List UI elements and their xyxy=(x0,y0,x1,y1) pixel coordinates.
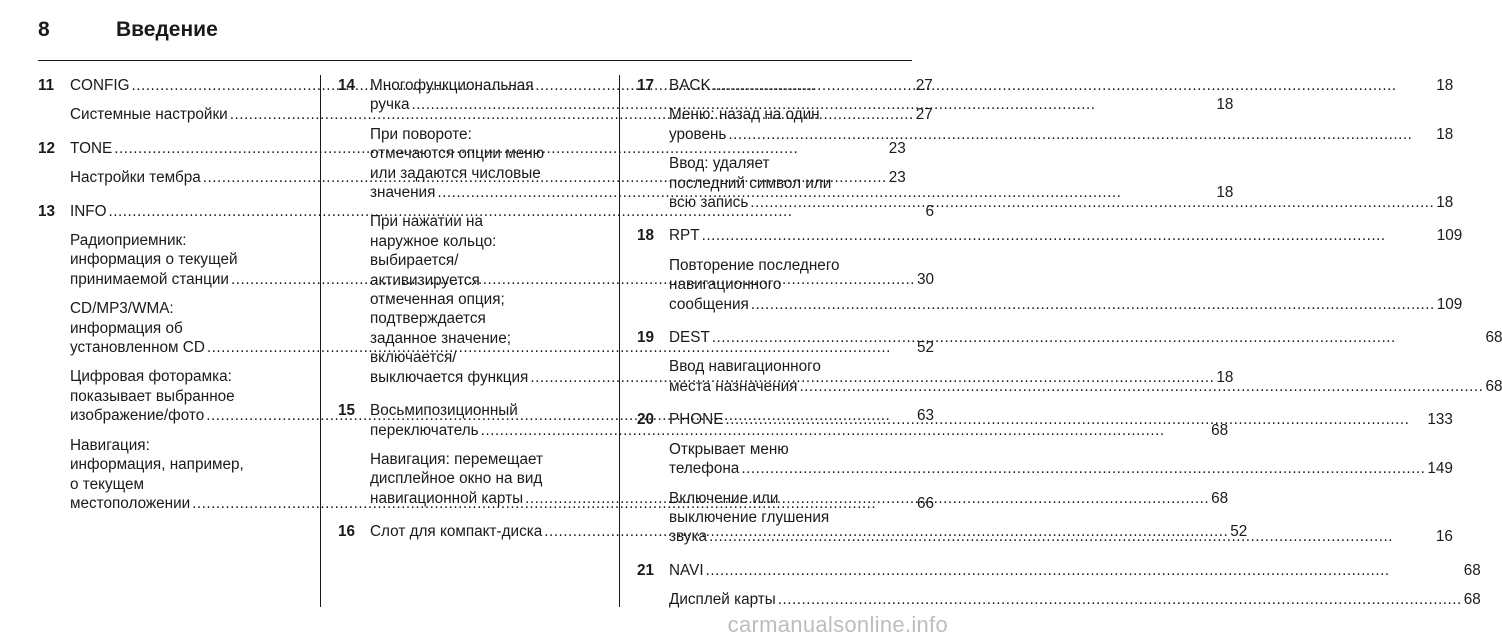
page-reference: 18 xyxy=(1436,194,1454,212)
entry-text: Дисплей карты xyxy=(669,591,776,609)
entry-number: 19 xyxy=(637,329,655,347)
entry-text-line: При повороте: xyxy=(370,125,472,143)
dot-leader xyxy=(739,459,1427,478)
entry-text-line: выключение глушения xyxy=(669,508,830,526)
entry-text-line: CD/MP3/WMA: xyxy=(70,300,174,318)
entry-item xyxy=(669,410,1453,429)
entry-text: NAVI xyxy=(669,561,704,579)
entry-text-line: Ввод навигационного xyxy=(669,358,821,376)
entry-text: принимаемой станции xyxy=(70,270,229,288)
entry-text-line: выбирается/ xyxy=(370,252,459,270)
entry-text-line: заданное значение; xyxy=(370,329,511,347)
entry-body xyxy=(669,328,1502,396)
entry-text-line: включается/ xyxy=(370,349,457,367)
entry-number: 20 xyxy=(637,411,655,429)
entry-text-line: Открывает меню xyxy=(669,440,789,458)
entry-text: выключается функция xyxy=(370,368,529,386)
page-reference: 27 xyxy=(915,77,933,94)
entry-text: уровень xyxy=(669,125,727,143)
entry-reference-line xyxy=(669,125,1453,144)
entry-item xyxy=(669,154,1453,212)
entry-number: 15 xyxy=(338,402,356,420)
page-reference: 18 xyxy=(1216,184,1234,202)
entry-text: сообщения xyxy=(669,295,749,313)
entry-text-line: информация, например, xyxy=(70,456,244,474)
page-reference: 149 xyxy=(1427,460,1453,478)
page-header xyxy=(38,18,218,48)
entry-reference-line xyxy=(669,410,1453,429)
entry-text-line: Меню: назад на один xyxy=(669,106,820,124)
dot-leader xyxy=(711,76,1437,95)
entry-text-line: последний символ или xyxy=(669,174,832,192)
entry-number: 12 xyxy=(38,139,56,157)
entry-text-line: информация об xyxy=(70,319,183,337)
page-reference: 18 xyxy=(1216,96,1234,114)
page-number: 8 xyxy=(38,18,50,41)
dot-leader xyxy=(707,527,1436,546)
entry-item xyxy=(669,489,1453,547)
entry-text: изображение/фото xyxy=(70,407,205,425)
entry-item xyxy=(669,440,1453,479)
entry-item xyxy=(669,105,1453,144)
entry-reference-line xyxy=(669,76,1453,95)
dot-leader xyxy=(749,295,1437,314)
entry-text: ручка xyxy=(370,96,410,114)
header-rule xyxy=(38,60,912,61)
entry-text: переключатель xyxy=(370,421,479,439)
entry-text-line: отмеченная опция; xyxy=(370,291,505,309)
entry-text-line: При нажатии на xyxy=(370,213,483,231)
entry-reference-line xyxy=(669,459,1453,478)
page-reference: 133 xyxy=(1427,411,1453,429)
entry-text: DEST xyxy=(669,329,710,347)
entry-text-line: Многофункциональная xyxy=(370,77,534,94)
entry-text: INFO xyxy=(70,202,107,220)
entry-item xyxy=(669,328,1502,347)
watermark: carmanualsonline.info xyxy=(727,612,948,637)
entry-reference-line xyxy=(669,328,1502,347)
page-reference: 18 xyxy=(1436,125,1454,143)
entry-text-line: наружное кольцо: xyxy=(370,232,497,250)
entry-text: звука xyxy=(669,528,707,546)
entry-text: Системные настройки xyxy=(70,106,228,124)
entry-text: телефона xyxy=(669,460,740,478)
entry-reference-line xyxy=(669,561,1481,580)
entry-text: установленном CD xyxy=(70,339,205,357)
dot-leader xyxy=(797,377,1485,396)
entry-text: местоположении xyxy=(70,494,191,512)
entry-text: RPT xyxy=(669,227,700,245)
entry-reference-line xyxy=(669,226,1462,245)
entry-item xyxy=(669,76,1453,95)
entry-text: BACK xyxy=(669,77,711,94)
index-entry xyxy=(637,561,1481,610)
entry-text: навигационной карты xyxy=(370,489,524,507)
page-reference: 23 xyxy=(888,139,906,157)
entry-text: всю запись xyxy=(669,194,749,212)
page-reference: 66 xyxy=(916,494,934,512)
entry-item xyxy=(669,357,1502,396)
entry-number: 13 xyxy=(38,202,56,220)
entry-text: значения xyxy=(370,184,436,202)
page-reference: 52 xyxy=(1230,523,1248,541)
entry-item xyxy=(669,256,1462,314)
entry-text: Слот для компакт-диска xyxy=(370,523,543,541)
entry-text-line: подтверждается xyxy=(370,310,486,328)
entry-text: PHONE xyxy=(669,411,724,429)
entry-text-line: о текущем xyxy=(70,475,145,493)
page-reference: 16 xyxy=(1435,528,1453,546)
entry-reference-line xyxy=(669,527,1453,546)
page-reference: 68 xyxy=(1211,489,1229,507)
entry-text: Настройки тембра xyxy=(70,169,201,187)
dot-leader xyxy=(704,561,1464,580)
column-divider-2 xyxy=(619,75,620,607)
dot-leader xyxy=(723,410,1427,429)
entry-text-line: дисплейное окно на вид xyxy=(370,470,543,488)
entry-text-line: навигационного xyxy=(669,276,782,294)
column-divider-1 xyxy=(320,75,321,607)
dot-leader xyxy=(710,328,1486,347)
entry-body xyxy=(669,76,1453,212)
entry-text-line: информация о текущей xyxy=(70,251,238,269)
entry-text-line: Навигация: перемещает xyxy=(370,450,543,468)
entry-number: 11 xyxy=(38,77,55,94)
entry-text-line: Ввод: удаляет xyxy=(669,155,770,173)
entry-body xyxy=(669,226,1462,314)
entry-reference-line xyxy=(669,295,1462,314)
dot-leader xyxy=(776,590,1464,609)
entry-text-line: показывает выбранное xyxy=(70,387,235,405)
entry-text-line: Повторение последнего xyxy=(669,256,840,274)
page-title: Введение xyxy=(116,18,218,41)
entry-text: места назначения xyxy=(669,377,798,395)
page-reference: 68 xyxy=(1463,591,1481,609)
page-reference: 63 xyxy=(916,407,934,425)
entry-reference-line xyxy=(669,377,1502,396)
entry-text-line: Восьмипозиционный xyxy=(370,402,518,420)
entry-item xyxy=(669,590,1481,609)
entry-text-line: отмечаются опции меню xyxy=(370,145,545,163)
page-reference: 68 xyxy=(1463,561,1481,579)
page-reference: 27 xyxy=(915,106,933,124)
entry-number: 21 xyxy=(637,561,655,579)
entry-text-line: или задаются числовые xyxy=(370,164,541,182)
entry-reference-line xyxy=(669,590,1481,609)
entry-item xyxy=(669,561,1481,580)
entry-number: 18 xyxy=(637,227,655,245)
entry-number: 17 xyxy=(637,77,655,94)
entry-number: 14 xyxy=(338,77,356,94)
page-reference: 68 xyxy=(1485,329,1502,347)
entry-text-line: Навигация: xyxy=(70,436,150,454)
entry-reference-line xyxy=(669,193,1453,212)
page-reference: 52 xyxy=(916,339,934,357)
page-reference: 109 xyxy=(1436,295,1463,313)
entry-text: TONE xyxy=(70,139,113,157)
page-reference: 68 xyxy=(1485,377,1502,395)
page-reference: 18 xyxy=(1436,77,1454,94)
page-reference: 109 xyxy=(1436,227,1463,245)
entry-body xyxy=(669,410,1453,546)
entry-text: CONFIG xyxy=(70,77,130,94)
page-reference: 68 xyxy=(1211,421,1229,439)
entry-text-line: Включение или xyxy=(669,489,779,507)
entry-text-line: активизируется xyxy=(370,271,480,289)
dot-leader xyxy=(748,193,1436,212)
dot-leader xyxy=(726,125,1436,144)
entry-text-line: Радиоприемник: xyxy=(70,232,187,250)
entry-text-line: Цифровая фоторамка: xyxy=(70,368,232,386)
page-reference: 18 xyxy=(1216,368,1234,386)
dot-leader xyxy=(700,226,1437,245)
entry-item xyxy=(669,226,1462,245)
entry-number: 16 xyxy=(338,523,356,541)
page-reference: 23 xyxy=(888,169,906,187)
page-reference: 30 xyxy=(916,270,934,288)
page-reference: 6 xyxy=(925,202,934,220)
entry-body xyxy=(669,561,1481,610)
